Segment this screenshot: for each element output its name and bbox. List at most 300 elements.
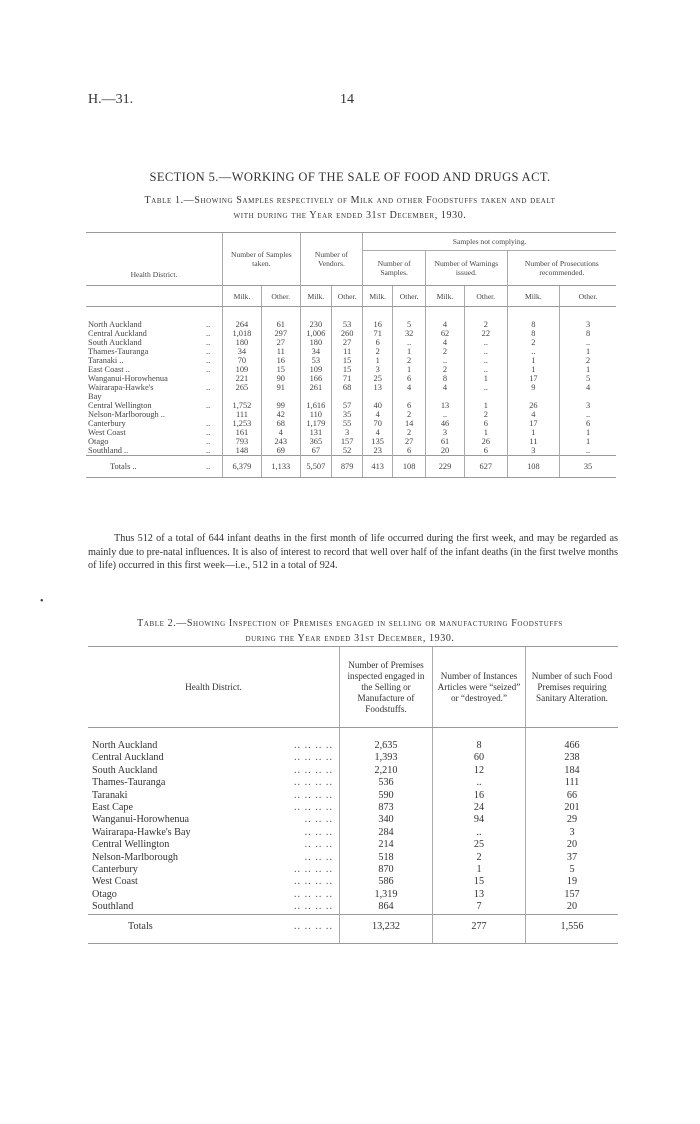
table-cell: 13 [363, 383, 393, 392]
district-name: Wanganui-Horowhenua [88, 374, 168, 383]
leader-dots: .. [204, 456, 223, 478]
table2-caption [80, 616, 620, 646]
table-cell: .. [464, 338, 507, 347]
table-cell: 148 [223, 446, 262, 456]
table-cell [464, 392, 507, 401]
table-cell: 221 [223, 374, 262, 383]
table-cell: 1 [464, 374, 507, 383]
table-cell: 22 [464, 329, 507, 338]
district-name: Southland [92, 901, 134, 913]
table-cell: 8 [426, 374, 465, 383]
table-cell: 870 [340, 864, 433, 876]
leader-dots: .. .. .. .. [293, 789, 333, 801]
table-cell [223, 392, 262, 401]
district-name: Nelson-Marlborough .. [88, 410, 165, 419]
district-name: Taranaki .. [88, 356, 124, 365]
table-cell: 260 [332, 329, 363, 338]
t1-subheader-blank [86, 286, 223, 307]
table-cell: 340 [340, 814, 433, 826]
table-cell: 62 [426, 329, 465, 338]
leader-dots: .. .. .. .. [293, 802, 333, 814]
table-cell: 17 [507, 419, 559, 428]
table-cell: 230 [300, 307, 331, 330]
paragraph-text: Thus 512 of a total of 644 infant deaths in the first month of life occurred during the first week, and may be regarded as mainly due to pre-natal influences. It is also of interest to record that well over half of the infant deaths (in the first twelve months of life) occurred in this first week—i.e., 512 in a total of 924. [88, 533, 618, 571]
t1-body [86, 307, 616, 478]
t1-header-samples-taken: Number of Samples taken. [223, 233, 301, 286]
table-cell: 109 [223, 365, 262, 374]
table-cell: 29 [526, 814, 619, 826]
table-cell: 15 [332, 365, 363, 374]
table-cell: 3 [560, 401, 616, 410]
table-row [88, 728, 618, 753]
totals-cell: 229 [426, 456, 465, 478]
table-cell: 261 [300, 383, 331, 392]
leader-dots: .. .. .. .. [293, 740, 333, 751]
totals-cell: 108 [507, 456, 559, 478]
table-row [86, 419, 616, 428]
table-cell: 6 [464, 419, 507, 428]
table-cell: 9 [507, 383, 559, 392]
totals-cell: 277 [433, 914, 526, 943]
t1-subheader-other: Other. [332, 286, 363, 307]
table-cell: 16 [363, 307, 393, 330]
leader-dots: .. .. .. [304, 839, 333, 851]
table-cell: 3 [560, 307, 616, 330]
table-row [88, 839, 618, 851]
table-cell: 1 [560, 347, 616, 356]
table-cell: 70 [223, 356, 262, 365]
table-cell: 17 [507, 374, 559, 383]
table-cell: 1 [560, 365, 616, 374]
table-cell: 157 [526, 889, 619, 901]
table-cell: 11 [332, 347, 363, 356]
table-cell: 466 [526, 728, 619, 753]
totals-cell: 413 [363, 456, 393, 478]
section-title: SECTION 5.—WORKING OF THE SALE OF FOOD AND DRUGS ACT. [149, 170, 551, 184]
table-cell: 8 [507, 329, 559, 338]
district-name: West Coast [92, 876, 138, 888]
district-name: Central Auckland [88, 329, 147, 338]
table-cell: 1,006 [300, 329, 331, 338]
table-cell: .. [464, 356, 507, 365]
table-cell: .. [507, 347, 559, 356]
table-cell: 20 [526, 901, 619, 914]
table-row [88, 827, 618, 839]
district-name: Bay [88, 392, 102, 401]
table-cell: 2 [426, 347, 465, 356]
table-cell: 14 [393, 419, 426, 428]
table-cell [560, 392, 616, 401]
table-cell: 1 [363, 356, 393, 365]
table-cell: 11 [261, 347, 300, 356]
table-cell: 67 [300, 446, 331, 456]
table-row [86, 446, 616, 456]
table-cell: 873 [340, 802, 433, 814]
table-cell: 2 [393, 428, 426, 437]
table-cell: 1 [507, 356, 559, 365]
district-name: Taranaki [92, 789, 128, 801]
t1-header-prosecutions: Number of Prosecutions recommended. [507, 251, 616, 286]
table-cell: 238 [526, 752, 619, 764]
table-cell: 6 [393, 446, 426, 456]
table-cell: .. [393, 338, 426, 347]
table-cell: 15 [332, 356, 363, 365]
table-cell: 68 [261, 419, 300, 428]
table-cell: 6 [363, 338, 393, 347]
leader-dots: .. .. .. .. [282, 914, 340, 943]
district-name: Central Wellington [92, 839, 170, 851]
table-cell: 4 [363, 410, 393, 419]
table-cell: 2 [507, 338, 559, 347]
table-cell: 2 [393, 356, 426, 365]
table-cell: 71 [363, 329, 393, 338]
t1-header-not-complying: Samples not complying. [363, 233, 616, 251]
table-cell: 166 [300, 374, 331, 383]
table-cell: 1,018 [223, 329, 262, 338]
totals-row [88, 914, 618, 943]
leader-dots: .. .. .. [304, 814, 333, 826]
table-cell: 109 [300, 365, 331, 374]
totals-row [86, 456, 616, 478]
table-cell: 518 [340, 852, 433, 864]
table-cell: 94 [433, 814, 526, 826]
table-cell: 26 [464, 437, 507, 446]
district-name: Thames-Tauranga [88, 347, 149, 356]
table-cell: 793 [223, 437, 262, 446]
totals-cell: 35 [560, 456, 616, 478]
leader-dots: .. [206, 347, 211, 356]
table-cell [363, 392, 393, 401]
totals-label: Totals [88, 914, 282, 943]
district-name: South Auckland [88, 338, 142, 347]
table-cell: 2 [433, 852, 526, 864]
table-cell: 1 [393, 347, 426, 356]
samples-table [86, 232, 616, 478]
table-row [86, 401, 616, 410]
leader-dots [204, 392, 223, 401]
table-cell: 214 [340, 839, 433, 851]
district-name: Canterbury [88, 419, 126, 428]
table-row [86, 383, 616, 392]
table-cell: 15 [261, 365, 300, 374]
table-cell: 99 [261, 401, 300, 410]
table-cell: 3 [526, 827, 619, 839]
table-cell: .. [464, 365, 507, 374]
leader-dots: .. .. .. .. [293, 888, 333, 900]
table-cell: .. [560, 410, 616, 419]
table-row [86, 374, 616, 383]
table-row [86, 392, 616, 401]
table-cell: 19 [526, 876, 619, 888]
table-cell: 2 [464, 307, 507, 330]
district-name: Canterbury [92, 864, 138, 876]
table-cell: .. [433, 777, 526, 789]
district-name: East Coast .. [88, 365, 130, 374]
table-cell: .. [464, 383, 507, 392]
table-cell: 1 [560, 428, 616, 437]
t1-subheader-other: Other. [261, 286, 300, 307]
table-cell: 201 [526, 802, 619, 814]
table-cell: 2,210 [340, 765, 433, 777]
table-cell: .. [560, 446, 616, 456]
table-cell: 34 [223, 347, 262, 356]
table-cell: 4 [507, 410, 559, 419]
table-cell: 46 [426, 419, 465, 428]
table1-caption-line1: Table 1.—Showing Samples respectively of Milk and other Foodstuffs taken and dealt [144, 195, 556, 206]
table-row [88, 802, 618, 814]
table-cell: 53 [300, 356, 331, 365]
t2-header-premises: Number of Premises inspected engaged in the Selling or Manufacture of Foodstuffs. [340, 647, 433, 728]
table-cell: 40 [363, 401, 393, 410]
table-cell: 536 [340, 777, 433, 789]
table-cell: 297 [261, 329, 300, 338]
table-row [88, 790, 618, 802]
table2-caption-line1: Table 2.—Showing Inspection of Premises engaged in selling or manufacturing Foodstuffs [137, 618, 563, 629]
table-cell: 68 [332, 383, 363, 392]
table-cell: 6 [464, 446, 507, 456]
leader-dots: .. [206, 383, 211, 392]
table-cell: 243 [261, 437, 300, 446]
table-cell: 26 [507, 401, 559, 410]
totals-cell: 13,232 [340, 914, 433, 943]
leader-dots: .. [206, 446, 211, 455]
table-cell: 110 [300, 410, 331, 419]
t1-subheader-other: Other. [464, 286, 507, 307]
table-cell: 111 [526, 777, 619, 789]
table-cell: 5 [393, 307, 426, 330]
table-cell: 4 [426, 383, 465, 392]
table-row [86, 347, 616, 356]
leader-dots: .. .. .. .. [293, 752, 333, 764]
t1-subheader-milk: Milk. [300, 286, 331, 307]
table-row [86, 428, 616, 437]
table-cell: 1 [464, 401, 507, 410]
table-row [88, 889, 618, 901]
table-cell: 4 [426, 307, 465, 330]
leader-dots: .. [206, 365, 211, 374]
table-cell: .. [426, 356, 465, 365]
report-reference: H.—31. [88, 92, 134, 107]
table-row [88, 864, 618, 876]
leader-dots: .. [206, 437, 211, 446]
t2-header-instances: Number of Instances Articles were “seized” or “destroyed.” [433, 647, 526, 728]
table-cell: 32 [393, 329, 426, 338]
leader-dots: .. [206, 428, 211, 437]
table-cell: 2 [560, 356, 616, 365]
table-cell: 60 [433, 752, 526, 764]
table-cell: 42 [261, 410, 300, 419]
table-cell: 2 [393, 410, 426, 419]
premises-table [88, 646, 618, 944]
table-cell [261, 392, 300, 401]
table-cell: 4 [426, 338, 465, 347]
table-cell: 3 [363, 365, 393, 374]
t2-header-alteration: Number of such Food Premises requiring Sanitary Alteration. [526, 647, 619, 728]
t1-subheader-milk: Milk. [507, 286, 559, 307]
table-cell: 6 [560, 419, 616, 428]
table-cell: 20 [526, 839, 619, 851]
leader-dots: .. .. .. .. [293, 764, 333, 776]
table-cell: 111 [223, 410, 262, 419]
leader-dots: .. [206, 419, 211, 428]
table-cell: 24 [433, 802, 526, 814]
table-cell: 157 [332, 437, 363, 446]
table-cell: 69 [261, 446, 300, 456]
table-cell: 13 [433, 889, 526, 901]
table-cell: 8 [560, 329, 616, 338]
table-row [88, 814, 618, 826]
leader-dots: .. .. .. [304, 826, 333, 838]
table-cell: 2,635 [340, 728, 433, 753]
table-cell: 1,393 [340, 752, 433, 764]
table-cell: 365 [300, 437, 331, 446]
district-name: North Auckland [92, 740, 158, 751]
table-cell: 25 [433, 839, 526, 851]
table-cell: 71 [332, 374, 363, 383]
table-cell: 8 [507, 307, 559, 330]
district-name: Southland .. [88, 446, 129, 455]
t1-header-warnings: Number of Warnings issued. [426, 251, 508, 286]
table-cell: 131 [300, 428, 331, 437]
table-cell: 20 [426, 446, 465, 456]
district-name: South Auckland [92, 764, 158, 776]
table-cell: 184 [526, 765, 619, 777]
table-cell: 8 [433, 728, 526, 753]
table-cell: 27 [332, 338, 363, 347]
table-cell: 4 [261, 428, 300, 437]
t1-header-num-samples: Number of Samples. [363, 251, 426, 286]
totals-cell: 1,133 [261, 456, 300, 478]
totals-cell: 879 [332, 456, 363, 478]
table2-caption-line2: during the Year ended 31st December, 1930. [245, 633, 455, 644]
table-cell: 90 [261, 374, 300, 383]
table-cell [393, 392, 426, 401]
totals-cell: 627 [464, 456, 507, 478]
table1-caption-line2: with during the Year ended 31st December, 1930. [233, 210, 467, 221]
table-cell: 4 [560, 383, 616, 392]
leader-dots: .. .. .. .. [293, 777, 333, 789]
leader-dots: .. .. .. [304, 851, 333, 863]
table-row [88, 852, 618, 864]
table-cell: 265 [223, 383, 262, 392]
table-cell: 180 [223, 338, 262, 347]
table-cell: 15 [433, 876, 526, 888]
table-cell: 11 [507, 437, 559, 446]
table-cell: 13 [426, 401, 465, 410]
table-cell: 586 [340, 876, 433, 888]
table-cell: 135 [363, 437, 393, 446]
table-cell: 4 [393, 383, 426, 392]
table-cell: 1 [393, 365, 426, 374]
table-cell: 5 [560, 374, 616, 383]
district-name: Wairarapa-Hawke's Bay [92, 826, 191, 838]
leader-dots: .. .. .. .. [293, 901, 333, 913]
totals-cell: 1,556 [526, 914, 619, 943]
table-cell [426, 392, 465, 401]
t1-header-district: Health District. [86, 233, 223, 286]
table-cell: 61 [261, 307, 300, 330]
table-cell: 3 [332, 428, 363, 437]
table-cell: 91 [261, 383, 300, 392]
table-cell: 27 [393, 437, 426, 446]
table-cell: 23 [363, 446, 393, 456]
table-row [88, 752, 618, 764]
table-cell: 5 [526, 864, 619, 876]
table1-caption [80, 193, 620, 223]
district-name: Wanganui-Horowhenua [92, 814, 190, 826]
district-name: Central Auckland [92, 752, 164, 764]
table-cell: 4 [363, 428, 393, 437]
table-cell: 1,179 [300, 419, 331, 428]
table-row [86, 338, 616, 347]
table-cell: 3 [507, 446, 559, 456]
table-cell: 161 [223, 428, 262, 437]
table-row [86, 329, 616, 338]
t2-header-district: Health District. [88, 647, 340, 728]
table-cell: .. [560, 338, 616, 347]
table-cell: 3 [426, 428, 465, 437]
t1-subheader-milk: Milk. [426, 286, 465, 307]
table-cell: 57 [332, 401, 363, 410]
t1-subheader-other: Other. [393, 286, 426, 307]
table-cell: 52 [332, 446, 363, 456]
district-name: East Cape [92, 802, 134, 814]
totals-cell: 6,379 [223, 456, 262, 478]
table-cell [507, 392, 559, 401]
table-cell: 2 [426, 365, 465, 374]
table-cell: 1,319 [340, 889, 433, 901]
totals-label: Totals .. [86, 456, 204, 478]
leader-dots: .. [206, 329, 211, 338]
table-cell: 180 [300, 338, 331, 347]
table-cell: 1 [507, 365, 559, 374]
totals-cell: 108 [393, 456, 426, 478]
table-cell: 590 [340, 790, 433, 802]
table-cell: 1 [464, 428, 507, 437]
district-name: North Auckland [88, 320, 142, 329]
table-row [88, 876, 618, 888]
table-cell: 1 [433, 864, 526, 876]
table-row [88, 765, 618, 777]
table-cell: 1,616 [300, 401, 331, 410]
table-cell: 70 [363, 419, 393, 428]
t1-subheader-milk: Milk. [223, 286, 262, 307]
leader-dots: .. [206, 338, 211, 347]
table-cell: 16 [261, 356, 300, 365]
table-cell: 1,253 [223, 419, 262, 428]
t1-header-vendors: Number of Vendors. [300, 233, 363, 286]
table-cell: 1 [560, 437, 616, 446]
table-row [86, 365, 616, 374]
table-cell: 16 [433, 790, 526, 802]
table-cell: 61 [426, 437, 465, 446]
leader-dots [204, 374, 223, 383]
table-row [86, 307, 616, 330]
district-name: West Coast [88, 428, 126, 437]
t2-body [88, 728, 618, 944]
district-name: Central Wellington [88, 401, 152, 410]
table-cell: 27 [261, 338, 300, 347]
table-cell: 34 [300, 347, 331, 356]
table-cell: 12 [433, 765, 526, 777]
table-cell: 6 [393, 374, 426, 383]
table-cell: 66 [526, 790, 619, 802]
table-cell: 7 [433, 901, 526, 914]
totals-cell: 5,507 [300, 456, 331, 478]
leader-dots: .. [206, 356, 211, 365]
table-cell [332, 392, 363, 401]
leader-dots: .. .. .. .. [293, 876, 333, 888]
